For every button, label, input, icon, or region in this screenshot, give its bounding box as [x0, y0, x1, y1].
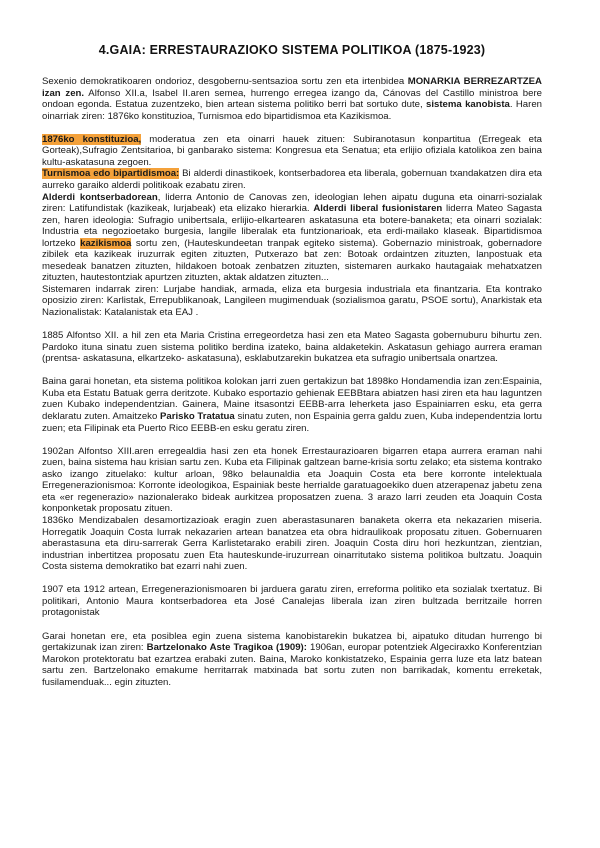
page-title: 4.GAIA: ERRESTAURAZIOKO SISTEMA POLITIKOA (1875-1923) [98, 43, 486, 57]
highlight-kazikismoa: kazikismoa [80, 237, 132, 249]
paragraph-aste-tragikoa [42, 631, 542, 689]
bold-aste-tragikoa: Bartzelonako Aste Tragikoa (1909): [146, 642, 307, 654]
intro-text-2: Alfonso XII.a, Isabel II.aren semea, hurrengo erregea izango da, Cánovas del Castillo ministroa bere ondoan egonda. Estatua zuzentzeko, bien artean sistema politiko berri bat sortuko dute, [42, 87, 543, 111]
paragraph-1836: 1836ko Mendizabalen desamortizazioak eragin zuen aberastasunaren banaketa okerra eta nekazarien miseria. Horregatik Joaquin Costa lurrak nekazarien artean banatzea eta obra hidraulikoak proposatu zituen. Gobernuaren aberastasuna eta diru-sarrerak Gerra Karlistetarako erabili ziren. Joaquin Costa diru hori hezkuntzan, zientzian, industrian inbertitzea proposatu zuen Eta hauteskunde-iruzurrean oinarritutako sistema politikoa bultzatu. Joaquin Costa sistema demokratiko bat ezarri nahi zuen. [42, 514, 542, 573]
paragraph-turnismoa [42, 168, 542, 283]
highlight-konstituzioa: 1876ko konstituzioa, [42, 133, 142, 145]
turnismoa-text-2: , liderra Antonio de Canovas zen, ideologian lehen aipatu duguna eta oinarri-sozialak ziren: Latifundistak (kazikeak, lurjabeak) eta elizako hierarkia. [42, 191, 542, 215]
intro-text-1: Sexenio demokratikoaren ondorioz, desgobernu-sentsazioa sortu zen eta irtenbidea [42, 76, 408, 87]
constitution-text: moderatua zen eta oinarri hauek zituen: Subiranotasun konpartitua (Erregeak eta Gorteak),Sufragio Zentsitarioa, bi ganbarako sistema: Kongresua eta Senatua; eta erlijio ofiziala katolikoa zen baina kultu-askatasuna zegoen. [42, 133, 542, 168]
paragraph-constitution [42, 134, 542, 169]
paragraph-1902: 1902an Alfontso XIII.aren erregealdia hasi zen eta honek Errestaurazioaren bigarren etapa aurrera eraman nahi zuen, baina sistema hau krisian sartu zen. Kuba eta Filipinak galtzean barne-krisia sortu zelako; eta sistema kontrako asko izango zituelako: kultur arloan, 98ko belaunaldia eta Joaquin Costa eta bere korronte intelektuala Erregenerazionismoa: Korronte ideologikoa, Espainiak beste herrialde garatuagoekiko duen atzerapenaz jabetu zena eta «er regenerazio» nazionalerako bideak aurkitzea proposatzen zuena. 3 arazo larri zeuden eta Joaquin Costa konponketak proposatu zituen. [42, 445, 542, 515]
turnismoa-text-1: Bi alderdi dinastikoek, kontserbadorea eta liberala, gobernuan txandakatzen dira eta aurreko garaiko alderdi politikoak ezabatu ziren. [42, 168, 542, 191]
bold-parisko-tratatua: Parisko Tratatua [160, 411, 235, 422]
intro-bold-sistema: sistema kanobista [426, 99, 510, 111]
bold-kontserbadorea: Alderdi kontserbadorean [42, 191, 158, 203]
aste-text-2: 1906an, europar potentziek Algeciraxko Konferentzian Marokon protektoratu bat ezartzea erabaki zuten. Baina, Maroko konkistatzeko, Espainia gerra luze eta latz batean sartu zen. Bartzelonako emakume herritarrak matxinada bat sortu zuten non barrikadak, komentu erreketak, fusilamenduak... egin zituzten. [42, 642, 542, 688]
intro-text-3: . Haren oinarriak ziren: 1876ko konstituzioa, Turnismoa edo bipartidismoa eta Kazikismoa. [42, 99, 543, 122]
paragraph-1907: 1907 eta 1912 artean, Erregenerazionismoaren bi jarduera garatu ziren, erreforma politiko eta sozialak txertatuz. Bi politikari, Antonio Maura kontserbadorea eta José Canalejas liberala izan ziren bultzada berritzaile horren protagonistak [42, 584, 542, 619]
highlight-turnismoa: Turnismoa edo bipartidismoa: [42, 168, 180, 180]
intro-bold-monarkia: MONARKIA BERREZARTZEA izan zen. [42, 76, 542, 99]
turnismoa-text-4: sortu zen, (Hauteskundeetan tranpak egiteko sistema). Gobernazio ministroak, gobernadore zibilek eta kazikeak iruzurrak egiten zituzten, Putxerazo bat zen: Botoak ordaintzen zituzten, lanpostuak eta mesedeak banatzen zituzten, hildakoen botoak zenbatzen zituzten, sistemaren aurkako hautagaiak mehatxatzen zituzten, hautestontziak apurtzen zituzten, aktak aldatzen zituzten... [42, 237, 542, 284]
aste-text-1: Garai honetan ere, eta posiblea egin zuena sistema kanobistarekin bukatzea bi, aipatuko ditudan hurrengo bi gertakizunak izan ziren: [42, 630, 542, 654]
paragraph-indarrak: Sistemaren indarrak ziren: Lurjabe handiak, armada, eliza eta burgesia industriala eta finantzaria. Eta kontrako oposizio ziren: Karlistak, Errepublikanoak, Langileen mugimenduak (sozialismoa garatu, PSOE sortu), Anarkistak eta Nazionalistak: Katalanistak eta EAJ . [42, 283, 542, 318]
paragraph-1885: 1885 Alfontso XII. a hil zen eta Maria Cristina erregeordetza hasi zen eta Mateo Sagasta gobernuburu bihurtu zen. Pardoko ituna sinatu zuen sistema politiko berdina izateko, baina aldaketekin. Askatasun gehiago aurrera eraman (prentsa- askatasuna, elkartzeko- askatasuna), esklabutzarekin bukatzea eta sufragio unibertsala onartzea. [42, 330, 542, 365]
1898-text-1: Baina garai honetan, eta sistema politikoa kolokan jarri zuen gertakizun bat 1898ko Hondamendia izan zen:Espainia, Kuba eta Estatu Batuak gerra deritzote. Kubako esportazio gehienak EEBBtara abiatzen hasi ziren eta hau laguntzen zuen Kubako independentzian. Gainera, Maine itsasontzi EEBB-arra leherketa jaso Espainiarren esku, eta gerra deklaratu zuten. Amaitzeko [42, 376, 542, 422]
bold-liberal: Alderdi liberal fusionistaren [313, 203, 443, 215]
paragraph-1898 [42, 376, 542, 434]
paragraph-intro [42, 76, 542, 122]
turnismoa-text-3: liderra Mateo Sagasta zen, haren ideologia: Sufragio unibertsala, erlijio-elkartearen askatasuna eta botere-banaketa; eta oinarri sozialak: Industria eta negozioetako burgesia, langile liberalak eta funtzionarioak, eta erdi-mailako klaseak. Bipartidismoa lortzeko [42, 203, 542, 249]
1898-text-2: sinatu zuten, non Espainia gerra galdu zuen, Kuba independentzia lortu zuen; eta Filipinak eta Puerto Rico EEBB-en esku geratu ziren. [42, 411, 543, 434]
